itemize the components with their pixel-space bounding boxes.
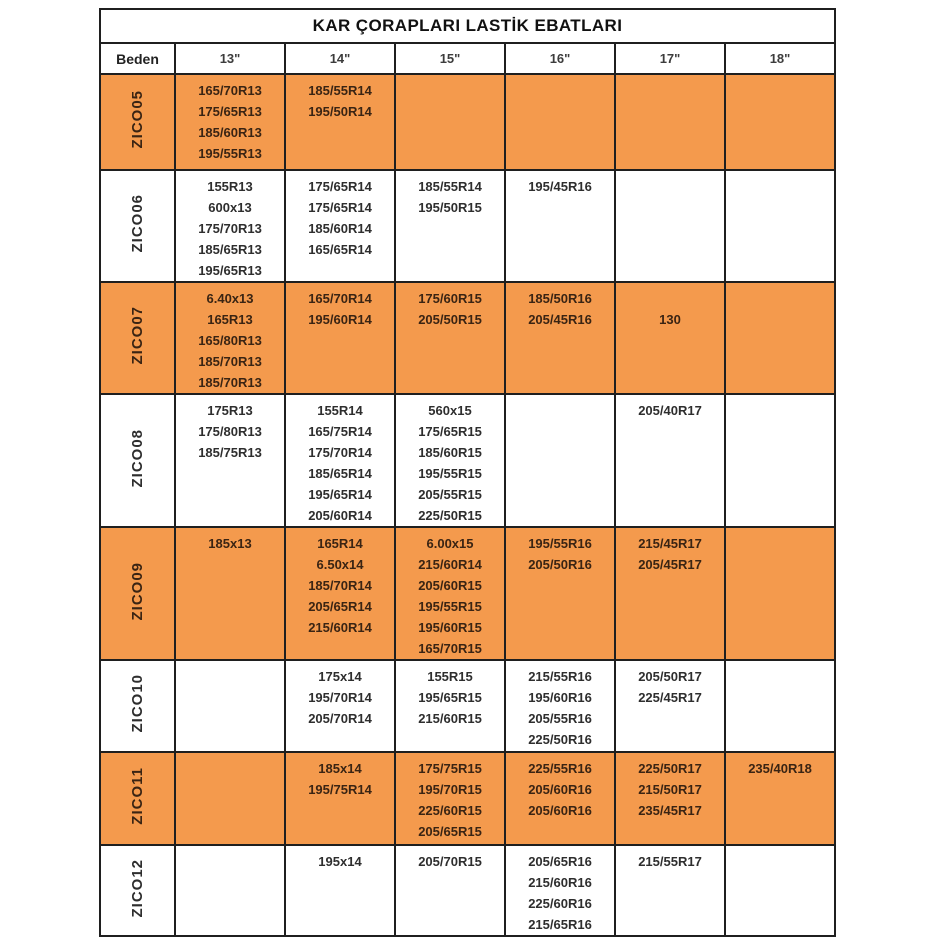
size-cell-zico11-15in: [395, 752, 505, 845]
tire-size-value: 165R13: [207, 312, 253, 327]
size-cell-zico07-16in: [505, 282, 615, 394]
model-name: ZICO12: [129, 858, 146, 918]
tire-size-value: 6.50x14: [316, 557, 364, 572]
tire-size-value: 225/50R15: [418, 508, 482, 523]
size-cell-zico07-13in: [175, 282, 285, 394]
tire-size-value: 205/70R15: [418, 854, 482, 869]
column-header-16in: 16": [505, 43, 615, 74]
tire-size-value: 215/60R14: [418, 557, 482, 572]
size-cell-zico08-17in: [615, 394, 725, 527]
tire-size-value: 155R13: [207, 179, 253, 194]
tire-size-value: 205/50R17: [638, 669, 702, 684]
size-cell-zico05-13in: [175, 74, 285, 170]
size-cell-zico09-17in: [615, 527, 725, 660]
tire-size-value: 215/60R15: [418, 711, 482, 726]
tire-size-value: 155R15: [427, 669, 473, 684]
tire-size-value: 215/65R16: [528, 917, 592, 932]
size-cell-zico09-15in: [395, 527, 505, 660]
tire-size-value: 155R14: [317, 403, 363, 418]
tire-size-value: 215/55R16: [528, 669, 592, 684]
table-row-zico06: [100, 170, 835, 282]
table-row-zico10: [100, 660, 835, 752]
tire-size-value: 185/60R14: [308, 221, 372, 236]
tire-size-value: 6.00x15: [426, 536, 474, 551]
size-cell-zico12-17in: [615, 845, 725, 936]
tire-size-value: 130: [659, 312, 681, 327]
tire-size-value: 195/55R13: [198, 146, 262, 161]
size-cell-zico08-16in: [505, 394, 615, 527]
tire-size-value: 185/60R15: [418, 445, 482, 460]
tire-size-value: 235/40R18: [748, 761, 812, 776]
tire-size-value: 205/65R16: [528, 854, 592, 869]
size-cell-zico08-18in: [725, 394, 835, 527]
tire-size-value: 195/50R14: [308, 104, 372, 119]
size-cell-zico10-15in: [395, 660, 505, 752]
tire-size-value: 205/60R15: [418, 578, 482, 593]
model-name: ZICO11: [129, 767, 146, 825]
tire-size-value: 215/50R17: [638, 782, 702, 797]
tire-size-value: 195/55R15: [418, 599, 482, 614]
tire-size-value: 195/60R15: [418, 620, 482, 635]
tire-size-value: 165/80R13: [198, 333, 262, 348]
table-row-zico07: [100, 282, 835, 394]
tire-size-value: 195/65R15: [418, 690, 482, 705]
row-label-zico12: [100, 845, 175, 936]
table-row-zico05: [100, 74, 835, 170]
tire-size-value: 195/60R16: [528, 690, 592, 705]
size-cell-zico05-15in: [395, 74, 505, 170]
tire-size-value: 225/45R17: [638, 690, 702, 705]
size-cell-zico06-18in: [725, 170, 835, 282]
size-cell-zico06-17in: [615, 170, 725, 282]
table-row-zico09: [100, 527, 835, 660]
tire-size-value: 165/70R15: [418, 641, 482, 656]
size-cell-zico10-13in: [175, 660, 285, 752]
model-name: ZICO06: [129, 194, 146, 253]
tire-size-value: 600x13: [208, 200, 252, 215]
tire-size-value: 215/45R17: [638, 536, 702, 551]
size-cell-zico10-18in: [725, 660, 835, 752]
tire-size-value: 185x13: [208, 536, 252, 551]
tire-size-value: 235/45R17: [638, 803, 702, 818]
size-cell-zico12-14in: [285, 845, 395, 936]
row-label-zico10: [100, 660, 175, 752]
tire-size-value: 195/50R15: [418, 200, 482, 215]
tire-size-value: 225/60R16: [528, 896, 592, 911]
tire-size-value: 205/45R16: [528, 312, 592, 327]
row-label-zico07: [100, 282, 175, 394]
size-column-label: Beden: [100, 43, 175, 74]
tire-size-value: 215/55R17: [638, 854, 702, 869]
size-cell-zico06-14in: [285, 170, 395, 282]
table-row-zico12: [100, 845, 835, 936]
header-row: [100, 43, 835, 74]
tire-size-value: 195/60R14: [308, 312, 372, 327]
tire-size-value: 205/60R16: [528, 803, 592, 818]
column-header-14in: 14": [285, 43, 395, 74]
tire-size-value: 185/65R14: [308, 466, 372, 481]
tire-size-value: 205/60R16: [528, 782, 592, 797]
tire-size-value: 175/70R14: [308, 445, 372, 460]
size-cell-zico05-18in: [725, 74, 835, 170]
size-cell-zico08-13in: [175, 394, 285, 527]
tire-size-value: 215/60R14: [308, 620, 372, 635]
size-cell-zico09-18in: [725, 527, 835, 660]
column-header-15in: 15": [395, 43, 505, 74]
row-label-zico08: [100, 394, 175, 527]
size-cell-zico12-13in: [175, 845, 285, 936]
tire-size-value: 195/75R14: [308, 782, 372, 797]
size-cell-zico09-13in: [175, 527, 285, 660]
size-cell-zico05-14in: [285, 74, 395, 170]
size-cell-zico08-14in: [285, 394, 395, 527]
size-cell-zico07-15in: [395, 282, 505, 394]
tire-size-value: 205/65R14: [308, 599, 372, 614]
size-cell-zico10-14in: [285, 660, 395, 752]
row-label-zico05: [100, 74, 175, 170]
tire-size-value: 225/55R16: [528, 761, 592, 776]
tire-size-value: 185/70R13: [198, 354, 262, 369]
tire-size-value: [616, 288, 724, 309]
table-row-zico08: [100, 394, 835, 527]
tire-size-value: 205/70R14: [308, 711, 372, 726]
table-body: [100, 74, 835, 936]
tire-size-value: 185/75R13: [198, 445, 262, 460]
tire-size-value: 185/70R13: [198, 375, 262, 390]
model-name: ZICO05: [129, 90, 146, 149]
tire-size-value: 175/65R13: [198, 104, 262, 119]
tire-size-value: 165/65R14: [308, 242, 372, 257]
tire-size-value: 6.40x13: [206, 291, 254, 306]
tire-size-value: 560x15: [428, 403, 472, 418]
column-header-13in: 13": [175, 43, 285, 74]
tire-size-value: 175/70R13: [198, 221, 262, 236]
size-cell-zico11-18in: [725, 752, 835, 845]
tire-size-value: 165/70R13: [198, 83, 262, 98]
tire-size-value: 195/55R15: [418, 466, 482, 481]
tire-size-value: 165R14: [317, 536, 363, 551]
tire-size-value: 195/55R16: [528, 536, 592, 551]
table-title: KAR ÇORAPLARI LASTİK EBATLARI: [100, 9, 835, 43]
tire-size-value: 205/50R16: [528, 557, 592, 572]
tire-size-value: 195/70R15: [418, 782, 482, 797]
tire-size-value: 175/65R14: [308, 179, 372, 194]
size-cell-zico05-16in: [505, 74, 615, 170]
tire-size-value: 175/65R15: [418, 424, 482, 439]
tire-size-value: 225/50R16: [528, 732, 592, 747]
size-cell-zico08-15in: [395, 394, 505, 527]
tire-size-value: 175x14: [318, 669, 362, 684]
row-label-zico11: [100, 752, 175, 845]
tire-size-value: 165/70R14: [308, 291, 372, 306]
model-name: ZICO09: [129, 561, 146, 621]
tire-size-value: 215/60R16: [528, 875, 592, 890]
tire-size-value: 175/80R13: [198, 424, 262, 439]
row-label-zico09: [100, 527, 175, 660]
tire-size-value: 175/65R14: [308, 200, 372, 215]
size-cell-zico07-14in: [285, 282, 395, 394]
size-cell-zico10-16in: [505, 660, 615, 752]
size-cell-zico12-16in: [505, 845, 615, 936]
size-cell-zico11-17in: [615, 752, 725, 845]
tire-size-value: 185/50R16: [528, 291, 592, 306]
tire-size-value: 185/60R13: [198, 125, 262, 140]
tire-size-value: 195/65R14: [308, 487, 372, 502]
size-cell-zico05-17in: [615, 74, 725, 170]
size-cell-zico10-17in: [615, 660, 725, 752]
size-cell-zico07-17in: [615, 282, 725, 394]
tire-size-value: 195/45R16: [528, 179, 592, 194]
tire-size-value: 205/55R15: [418, 487, 482, 502]
tire-size-value: 225/60R15: [418, 803, 482, 818]
tire-size-value: 175R13: [207, 403, 253, 418]
size-cell-zico09-14in: [285, 527, 395, 660]
tire-size-value: 185/55R14: [308, 83, 372, 98]
size-cell-zico11-14in: [285, 752, 395, 845]
tire-size-value: 175/60R15: [418, 291, 482, 306]
tire-size-value: 205/40R17: [638, 403, 702, 418]
size-cell-zico09-16in: [505, 527, 615, 660]
tire-size-value: 205/55R16: [528, 711, 592, 726]
tire-size-value: 205/60R14: [308, 508, 372, 523]
row-label-zico06: [100, 170, 175, 282]
tire-size-table: [99, 8, 836, 937]
tire-size-value: 185/65R13: [198, 242, 262, 257]
size-cell-zico12-18in: [725, 845, 835, 936]
tire-size-value: 185x14: [318, 761, 362, 776]
tire-size-value: 185/70R14: [308, 578, 372, 593]
size-cell-zico07-18in: [725, 282, 835, 394]
size-cell-zico11-13in: [175, 752, 285, 845]
tire-size-value: 185/55R14: [418, 179, 482, 194]
model-name: ZICO07: [129, 306, 146, 365]
tire-size-value: 205/45R17: [638, 557, 702, 572]
tire-size-chart: [99, 8, 834, 937]
size-cell-zico06-13in: [175, 170, 285, 282]
model-name: ZICO08: [129, 428, 146, 488]
tire-size-value: 225/50R17: [638, 761, 702, 776]
size-cell-zico06-16in: [505, 170, 615, 282]
table-row-zico11: [100, 752, 835, 845]
size-cell-zico12-15in: [395, 845, 505, 936]
tire-size-value: 195/65R13: [198, 263, 262, 278]
tire-size-value: 205/65R15: [418, 824, 482, 839]
model-name: ZICO10: [129, 674, 146, 733]
size-cell-zico11-16in: [505, 752, 615, 845]
tire-size-value: 195x14: [318, 854, 362, 869]
column-header-17in: 17": [615, 43, 725, 74]
tire-size-value: 175/75R15: [418, 761, 482, 776]
tire-size-value: 195/70R14: [308, 690, 372, 705]
column-header-18in: 18": [725, 43, 835, 74]
tire-size-value: 165/75R14: [308, 424, 372, 439]
tire-size-value: 205/50R15: [418, 312, 482, 327]
size-cell-zico06-15in: [395, 170, 505, 282]
